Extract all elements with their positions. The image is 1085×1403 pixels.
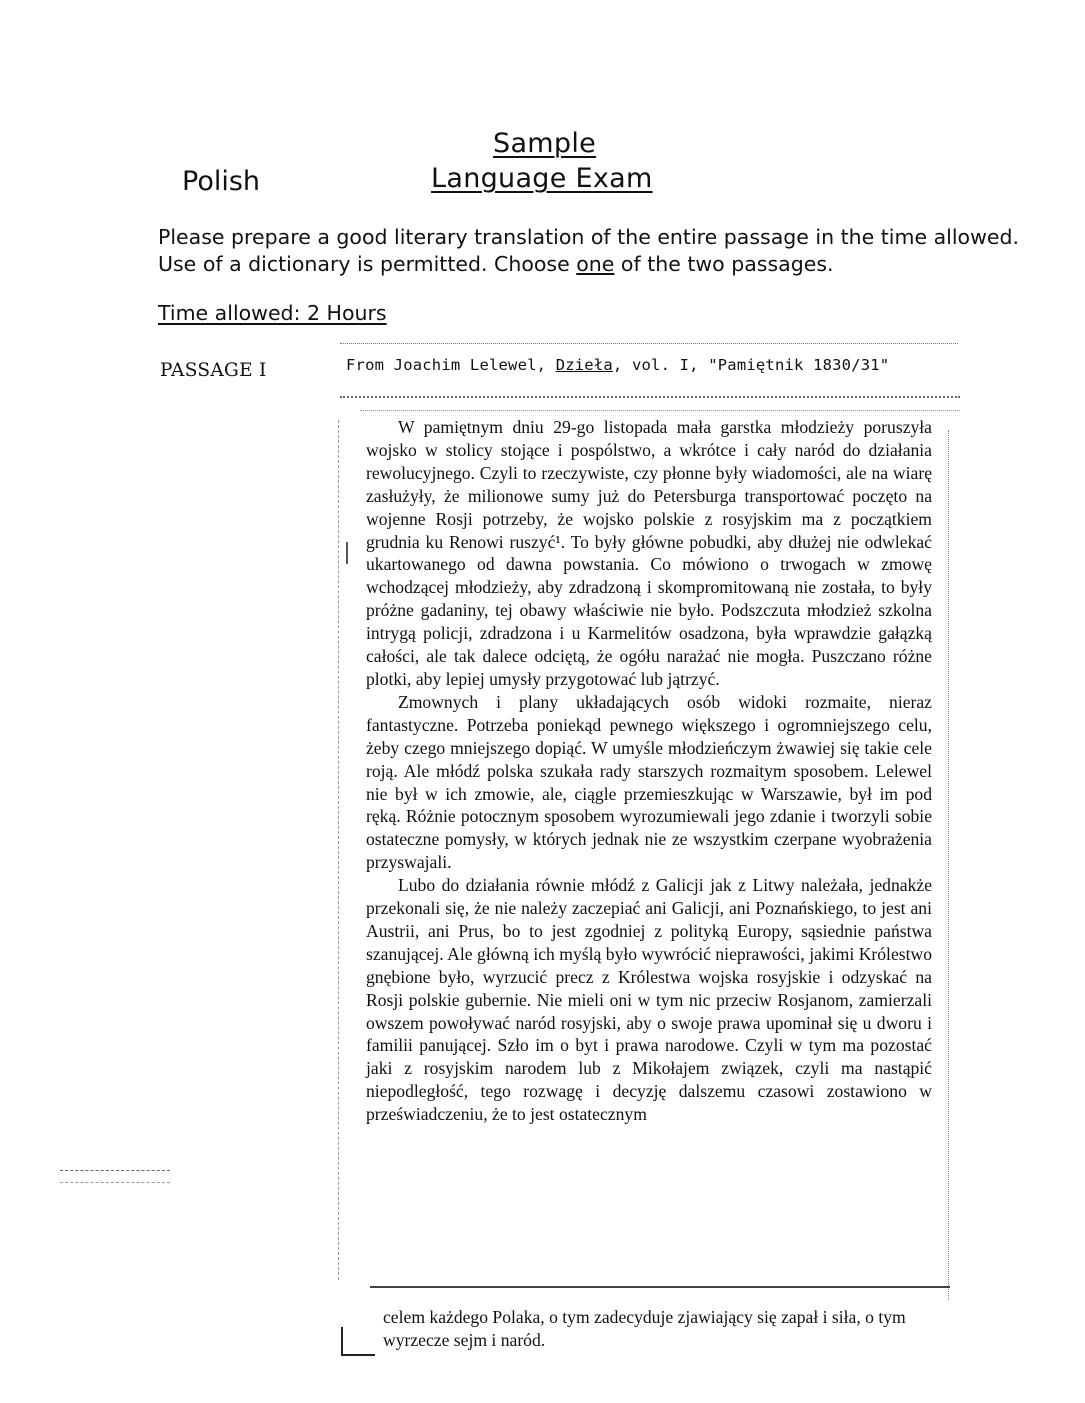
instructions-line2-prefix: Use of a dictionary is permitted. Choose (158, 252, 577, 276)
photocopy-edge-right (948, 430, 949, 1300)
passage-body (366, 416, 932, 1126)
passage-continuation: celem każdego Polaka, o tym zadecyduje zjawiający się zapał i siła, o tym wyrzecze sejm i naród. (383, 1307, 906, 1350)
photocopy-rule-bottom (370, 1286, 950, 1288)
language-label: Polish (182, 166, 261, 197)
instructions-line2-suffix: of the two passages. (614, 252, 834, 276)
bracket-mark-left (341, 1327, 343, 1355)
source-prefix: From Joachim Lelewel, (346, 356, 556, 374)
source-work: Dzieła (555, 356, 613, 374)
passage-paragraph: Zmownych i plany układających osób widoki rozmaite, nieraz fantastyczne. Potrzeba poniekąd pewnego większego i ogromniejszego celu, żeby czego mniejszego dopiąć. W umyśle młodzieńczym żwawiej się takie cele roją. Ale młódź polska szukała rady starszych rozmaitym sposobem. Lelewel nie był w ich zmowie, ale, ciągle przemieszkując w Warszawie, był im pod ręką. Różnie potocznym sposobem wyrozumiewali jego zdanie i tworzyli sobie ostateczne pomysły, w których jednak nie ze wszystkim czerpane wyobrażenia przyswajali. (366, 691, 932, 873)
instructions-line1: Please prepare a good literary translation of the entire passage in the time allowed. (158, 225, 1019, 249)
instructions-line2-emphasis: one (576, 252, 615, 276)
time-allowed: Time allowed: 2 Hours (158, 301, 387, 325)
instructions (158, 224, 1058, 278)
photocopy-edge-left (338, 420, 339, 1280)
photocopy-rule-source (340, 396, 960, 398)
passage-source (346, 356, 889, 374)
photocopy-margin-mark (60, 1170, 170, 1171)
source-suffix: , vol. I, "Pamiętnik 1830/31" (612, 356, 890, 374)
instructions-line2 (158, 251, 1058, 278)
photocopy-rule-top (340, 343, 958, 344)
title-language-exam: Language Exam (431, 163, 653, 194)
photocopy-margin-mark-2 (60, 1182, 170, 1183)
title-sample: Sample (493, 128, 597, 159)
bracket-mark-bottom (341, 1354, 375, 1356)
passage-label: PASSAGE I (160, 360, 267, 381)
photocopy-tick (346, 542, 348, 564)
passage-paragraph: Lubo do działania równie młódź z Galicji jak z Litwy należała, jednakże przekonali się, że nie należy zaczepiać ani Galicji, ani Poznańskiego, to jest ani Austrii, ani Prus, bo to jest zgodniej z polityką Europy, sąsiednie państwa szanującej. Ale główną ich myślą było wywrócić nieprawości, jakimi Królestwo gnębione było, wyrzucić precz z Królestwa wojska rosyjskie i odzyskać na Rosji polskie gubernie. Nie mieli oni w tym nic przeciw Rosjanom, zamierzali owszem powoływać naród rosyjski, aby o swoje prawa upominał się u dworu i familii panującej. Szło im o byt i prawa narodowe. Czyli w tym ma pozostać jaki z rosyjskim narodem lub z Mikołajem związek, czyli ma nastąpić niepodległość, tego rozwagę i decyzję dalszemu czasowi zostawiono w przeświadczeniu, że to jest ostatecznym (366, 875, 932, 1125)
photocopy-rule-2 (360, 410, 960, 411)
passage-paragraph: W pamiętnym dniu 29-go listopada mała garstka młodzieży poruszyła wojsko w stolicy stojące i pospólstwo, a wkrótce i cały naród do działania rewolucyjnego. Czyli to rzeczywiste, czy płonne były wiadomości, ale na wiarę zasłużyły, że milionowe sumy już do Petersburga transportować poczęto na wojenne Rosji potrzeby, że wojsko polskie z rosyjskim ma z początkiem grudnia ku Renowi ruszyć¹. To były główne pobudki, aby dłużej nie odwlekać ukartowanego od dawna powstania. Co mówiono o trwogach w zmowę wchodzącej młodzieży, aby zdradzoną i skompromitowaną nie została, to były próżne gadaniny, tej obawy właściwie nie było. Podszczuta młodzież szkolna intrygą policji, zdradzona i u Karmelitów osadzona, była wprawdzie gałązką całości, ale tak dalece odciętą, że ogółu narażać nie mogła. Puszczano różne plotki, aby lepiej umysły przygotować lub jątrzyć. (366, 417, 932, 689)
